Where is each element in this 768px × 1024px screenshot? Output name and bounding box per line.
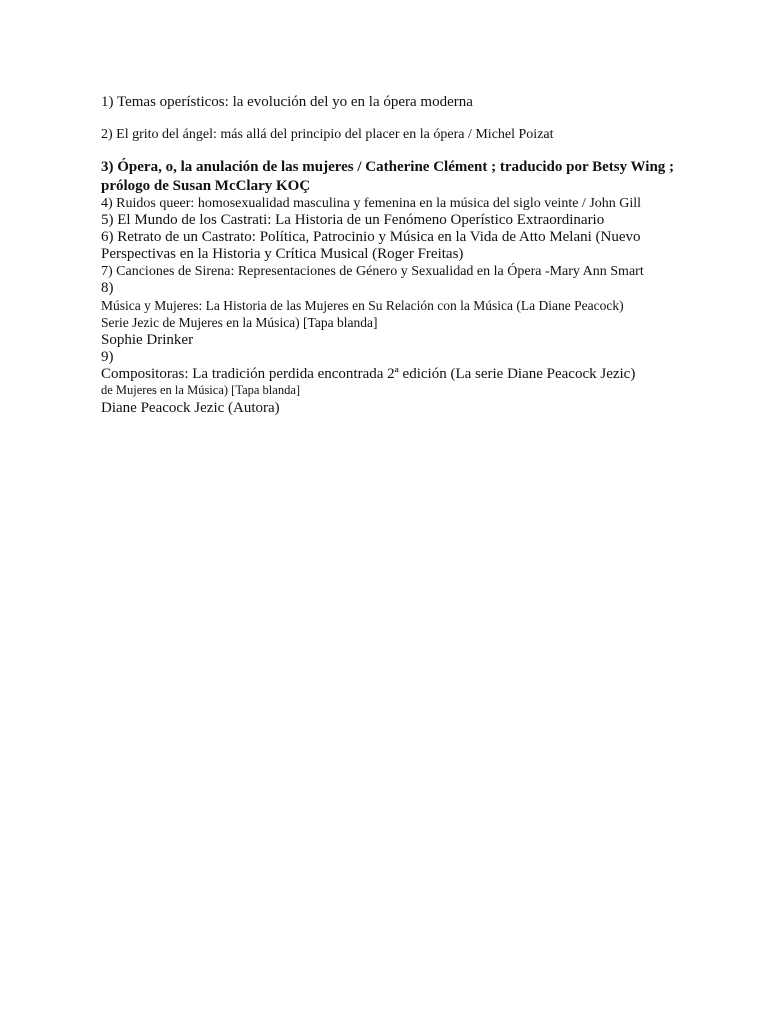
item-3-line-2: prólogo de Susan McClary KOÇ bbox=[101, 178, 311, 194]
item-8-title-line-2: Serie Jezic de Mujeres en la Música) [Tapa blanda] bbox=[101, 315, 378, 330]
item-8-number: 8) bbox=[101, 280, 114, 296]
item-9-title-line-1: Compositoras: La tradición perdida encontrada 2ª edición (La serie Diane Peacock Jezic) bbox=[101, 366, 636, 382]
item-7: 7) Canciones de Sirena: Representaciones de Género y Sexualidad en la Ópera -Mary Ann Smart bbox=[101, 264, 644, 279]
item-6-line-2: Perspectivas en la Historia y Crítica Musical (Roger Freitas) bbox=[101, 246, 464, 262]
item-8-title-line-1: Música y Mujeres: La Historia de las Mujeres en Su Relación con la Música (La Diane Peacock) bbox=[101, 298, 624, 313]
item-2: 2) El grito del ángel: más allá del principio del placer en la ópera / Michel Poizat bbox=[101, 127, 554, 142]
item-5: 5) El Mundo de los Castrati: La Historia de un Fenómeno Operístico Extraordinario bbox=[101, 212, 605, 228]
item-8-author: Sophie Drinker bbox=[101, 332, 194, 348]
item-9-number: 9) bbox=[101, 349, 114, 365]
item-4: 4) Ruidos queer: homosexualidad masculina y femenina en la música del siglo veinte / John Gill bbox=[101, 196, 642, 211]
item-6-line-1: 6) Retrato de un Castrato: Política, Patrocinio y Música en la Vida de Atto Melani (Nuevo bbox=[101, 229, 641, 245]
item-3-line-1: 3) Ópera, o, la anulación de las mujeres / Catherine Clément ; traducido por Betsy Wing ; bbox=[101, 159, 675, 175]
item-9-author: Diane Peacock Jezic (Autora) bbox=[101, 400, 280, 416]
item-9-title-line-2: de Mujeres en la Música) [Tapa blanda] bbox=[101, 383, 301, 397]
document-page bbox=[101, 92, 681, 418]
item-1: 1) Temas operísticos: la evolución del yo en la ópera moderna bbox=[101, 94, 473, 110]
